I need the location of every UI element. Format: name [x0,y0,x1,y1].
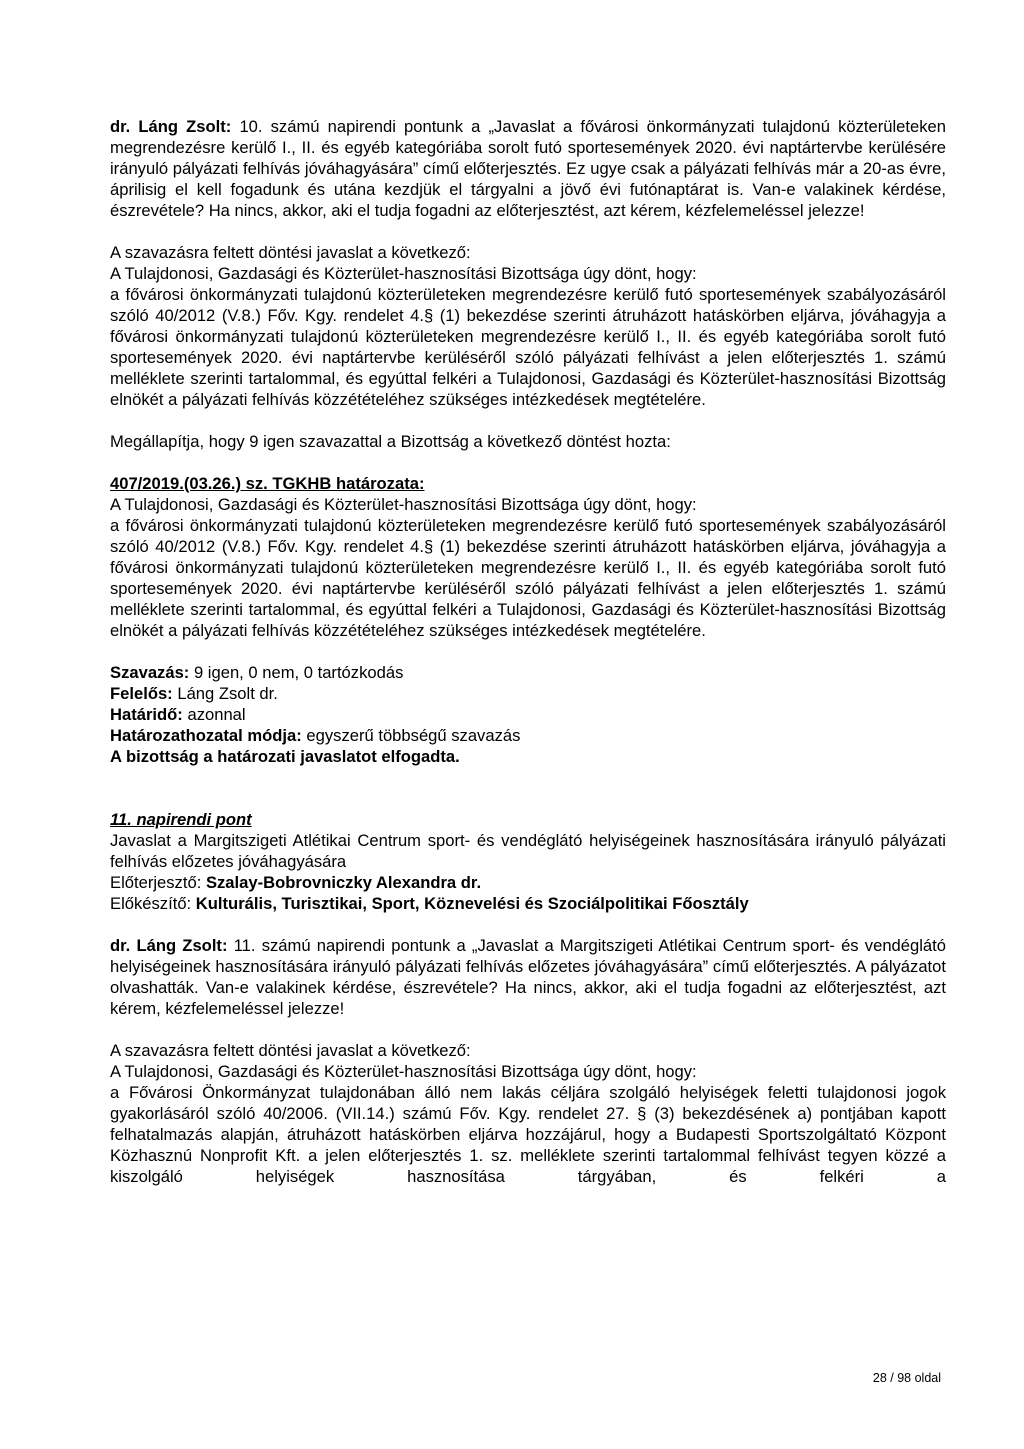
presenter-label: Előterjesztő: [110,873,202,892]
proposal-text: a fővárosi önkormányzati tulajdonú közterületeken megrendezésre kerülő futó sportesemények szabályozásáról szóló 40/2012 (V.8.) Főv. Kgy. rendelet 4.§ (1) bekezdése szerinti átruházott hatáskörben eljárva, jóváhagyja a fővárosi önkormányzati tulajdonú közterületeken megrendezésre kerülő I., II. és egyéb kategóriába sorolt futó sportesemények 2020. évi naptártervbe kerüléséről szóló pályázati felhívást a jelen előterjesztés 1. számú melléklete szerinti tartalommal, és egyúttal felkéri a Tulajdonosi, Gazdasági és Közterület-hasznosítási Bizottság elnökét a pályázati felhívás közzétételéhez szükséges intézkedések megtételére. [110,285,946,409]
deadline-line [110,704,946,725]
document-page [110,116,946,1187]
agenda-title: Javaslat a Margitszigeti Atlétikai Centrum sport- és vendéglátó helyiségeinek hasznosítására irányuló pályázati felhívás előzetes jóváhagyására [110,831,946,871]
agenda-item-11 [110,809,946,914]
speaker-name: dr. Láng Zsolt: [110,936,228,955]
resolution-committee: A Tulajdonosi, Gazdasági és Közterület-hasznosítási Bizottsága úgy dönt, hogy: [110,495,697,514]
accepted-statement: A bizottság a határozati javaslatot elfogadta. [110,747,460,766]
responsible-line [110,683,946,704]
responsible-value: Láng Zsolt dr. [177,684,278,703]
vote-value: 9 igen, 0 nem, 0 tartózkodás [193,663,404,682]
speech-text: 11. számú napirendi pontunk a „Javaslat a Margitszigeti Atlétikai Centrum sport- és vendéglátó helyiségeinek hasznosítására irányuló pályázati felhívás előzetes jóváhagyására” című előterjesztés. A pályázatot olvashatták. Van-e valakinek kérdése, észrevétele? Ha nincs, akkor, aki el tudja fogadni az előterjesztést, azt kérem, kézfelemeléssel jelezze! [110,936,946,1018]
presenter-value: Szalay-Bobrovniczky Alexandra dr. [205,873,482,892]
preparer-line [110,893,946,914]
speech-text: 10. számú napirendi pontunk a „Javaslat a fővárosi önkormányzati tulajdonú közterületeken megrendezésre kerülő I., II. és egyéb kategóriába sorolt futó sportesemények 2020. évi naptártervbe kerülésére irányuló pályázati felhívás jóváhagyására” című előterjesztés. Ez ugye csak a pályázati felhívás már a 20-as évre, áprilisig el kell fogadunk és utána kezdjük el tárgyalni a jövő évi futónaptárat is. Van-e valakinek kérdése, észrevétele? Ha nincs, akkor, aki el tudja fogadni az előterjesztést, azt kérem, kézfelemeléssel jelezze! [110,117,947,220]
responsible-label: Felelős: [110,684,173,703]
deadline-label: Határidő: [110,705,183,724]
proposal-text: a Fővárosi Önkormányzat tulajdonában álló nem lakás céljára szolgáló helyiségek feletti tulajdonosi jogok gyakorlásáról szóló 40/2006. (VII.14.) számú Főv. Kgy. rendelet 27. § (3) bekezdésének a) pontjában kapott felhatalmazás alapján, átruházott hatáskörben eljárva hozzájárul, hogy a Budapesti Sportszolgáltató Központ Közhasznú Nonprofit Kft. a jelen előterjesztés 1. sz. melléklete szerinti tartalommal felhívást tegyen közzé a kiszolgáló helyiségek hasznosítása tárgyában, és felkéri a [110,1083,946,1186]
vote-label: Szavazás: [110,663,190,682]
vote-summary [110,662,946,767]
speech-item-11 [110,935,946,1019]
preparer-label: Előkészítő: [110,894,192,913]
page-number: 28 / 98 oldal [872,1371,941,1385]
speech-item-10 [110,116,946,221]
preparer-value: Kulturális, Turisztikai, Sport, Köznevelési és Szociálpolitikai Főosztály [195,894,749,913]
method-label: Határozathozatal módja: [110,726,302,745]
vote-finding: Megállapítja, hogy 9 igen szavazattal a Bizottság a következő döntést hozta: [110,432,671,451]
method-value: egyszerű többségű szavazás [306,726,521,745]
resolution-block [110,473,946,641]
proposal-intro: A szavazásra feltett döntési javaslat a következő: [110,243,471,262]
resolution-text: a fővárosi önkormányzati tulajdonú közterületeken megrendezésre kerülő futó sportesemények szabályozásáról szóló 40/2012 (V.8.) Főv. Kgy. rendelet 4.§ (1) bekezdése szerinti átruházott hatáskörben eljárva, jóváhagyja a fővárosi önkormányzati tulajdonú közterületeken megrendezésre kerülő I., II. és egyéb kategóriába sorolt futó sportesemények 2020. évi naptártervbe kerüléséről szóló pályázati felhívást a jelen előterjesztés 1. számú melléklete szerinti tartalommal, és egyúttal felkéri a Tulajdonosi, Gazdasági és Közterület-hasznosítási Bizottság elnökét a pályázati felhívás közzétételéhez szükséges intézkedések megtételére. [110,516,946,640]
presenter-line [110,872,946,893]
committee-decides: A Tulajdonosi, Gazdasági és Közterület-hasznosítási Bizottsága úgy dönt, hogy: [110,264,697,283]
proposal-block-10 [110,242,946,410]
proposal-block-11 [110,1040,946,1187]
deadline-value: azonnal [187,705,246,724]
speaker-name: dr. Láng Zsolt: [110,117,232,136]
agenda-heading: 11. napirendi pont [110,810,252,829]
vote-line [110,662,946,683]
proposal-intro: A szavazásra feltett döntési javaslat a következő: [110,1041,471,1060]
method-line [110,725,946,746]
resolution-title: 407/2019.(03.26.) sz. TGKHB határozata: [110,474,425,493]
committee-decides: A Tulajdonosi, Gazdasági és Közterület-hasznosítási Bizottsága úgy dönt, hogy: [110,1062,697,1081]
